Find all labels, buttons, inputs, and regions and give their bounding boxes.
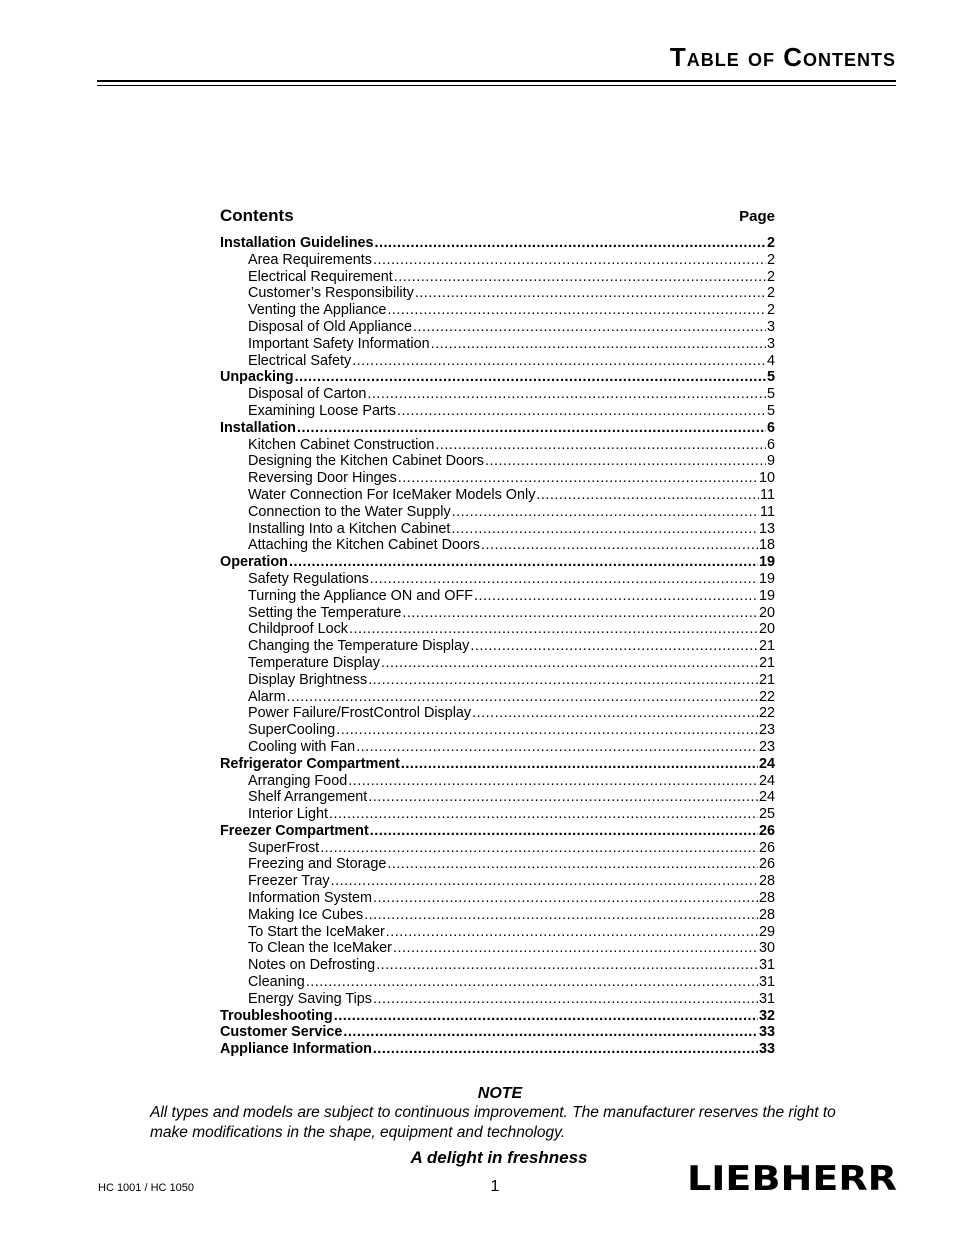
toc-entry-page: 28 <box>758 906 775 923</box>
toc-entry-page: 5 <box>766 369 775 386</box>
toc-entry-page: 2 <box>766 302 775 319</box>
dot-leader <box>481 537 758 554</box>
dot-leader <box>367 386 766 403</box>
dot-leader <box>373 890 758 907</box>
toc-entry-page: 31 <box>758 990 775 1007</box>
toc-entry-label: Electrical Safety <box>248 352 352 369</box>
toc-entry-label: Freezing and Storage <box>248 856 387 873</box>
toc-entry-label: Freezer Tray <box>248 873 330 890</box>
dot-leader <box>289 554 758 571</box>
title-rule <box>97 80 896 86</box>
dot-leader <box>375 235 766 252</box>
toc-subsection-entry <box>220 789 775 806</box>
toc-subsection-entry <box>220 991 775 1008</box>
toc-subsection-entry <box>220 605 775 622</box>
toc-entry-page: 9 <box>766 453 775 470</box>
toc-entry-label: Kitchen Cabinet Construction <box>248 436 435 453</box>
toc-entry-label: Energy Saving Tips <box>248 990 372 1007</box>
toc-entry-page: 24 <box>758 772 775 789</box>
toc-entry-label: Information System <box>248 890 372 907</box>
page-number: 1 <box>490 1178 500 1195</box>
model-number: HC 1001 / HC 1050 <box>98 1182 194 1194</box>
toc-entry-page: 33 <box>758 1024 775 1041</box>
toc-entry-label: Shelf Arrangement <box>248 789 368 806</box>
dot-leader <box>329 806 758 823</box>
toc-entry-page: 28 <box>758 873 775 890</box>
dot-leader <box>386 924 758 941</box>
toc-entry-page: 31 <box>758 974 775 991</box>
toc-entry-page: 23 <box>758 722 775 739</box>
toc-section-entry <box>220 554 775 571</box>
toc-entry-page: 32 <box>758 1007 775 1024</box>
dot-leader <box>402 605 758 622</box>
dot-leader <box>451 521 758 538</box>
toc-entry-label: Operation <box>220 554 288 571</box>
toc-entry-page: 21 <box>758 671 775 688</box>
toc-entry-page: 21 <box>758 638 775 655</box>
toc-section-entry <box>220 235 775 252</box>
toc-entry-label: Interior Light <box>248 806 328 823</box>
toc-entry-page: 25 <box>758 806 775 823</box>
toc-section-entry <box>220 756 775 773</box>
toc-entry-label: Changing the Temperature Display <box>248 638 470 655</box>
toc-entry-page: 11 <box>760 503 775 520</box>
toc-subsection-entry <box>220 403 775 420</box>
toc-entry-label: Customer’s Responsibility <box>248 285 414 302</box>
toc-entry-page: 11 <box>760 486 775 503</box>
toc-subsection-entry <box>220 386 775 403</box>
dot-leader <box>331 873 758 890</box>
toc-subsection-entry <box>220 940 775 957</box>
dot-leader <box>393 940 758 957</box>
toc-entry-label: To Clean the IceMaker <box>248 940 392 957</box>
toc-subsection-entry <box>220 957 775 974</box>
toc-section-entry <box>220 1008 775 1025</box>
toc-subsection-entry <box>220 840 775 857</box>
dot-leader <box>536 487 759 504</box>
dot-leader <box>398 470 758 487</box>
toc-entry-page: 26 <box>758 839 775 856</box>
toc-entry-page: 2 <box>766 251 775 268</box>
toc-entry-label: Venting the Appliance <box>248 302 387 319</box>
toc-entry-label: Reversing Door Hinges <box>248 470 397 487</box>
toc-entry-label: Customer Service <box>220 1024 343 1041</box>
toc-entry-page: 18 <box>758 537 775 554</box>
toc-subsection-entry <box>220 504 775 521</box>
toc-entry-label: Troubleshooting <box>220 1007 333 1024</box>
logo-text: LIEBHERR <box>687 1163 897 1193</box>
toc-subsection-entry <box>220 521 775 538</box>
toc-entry-page: 2 <box>766 268 775 285</box>
toc-entry-page: 26 <box>758 822 775 839</box>
dot-leader <box>320 840 758 857</box>
toc-entry-label: Important Safety Information <box>248 335 430 352</box>
toc-entry-page: 20 <box>758 604 775 621</box>
toc-entry-label: Childproof Lock <box>248 621 348 638</box>
toc-section-entry <box>220 1024 775 1041</box>
toc-subsection-entry <box>220 269 775 286</box>
toc-entry-page: 22 <box>758 705 775 722</box>
toc-entry-label: Attaching the Kitchen Cabinet Doors <box>248 537 480 554</box>
toc-subsection-entry <box>220 285 775 302</box>
toc-list <box>220 235 775 1058</box>
toc-subsection-entry <box>220 336 775 353</box>
toc-entry-label: Disposal of Old Appliance <box>248 318 412 335</box>
contents-heading: Contents <box>220 206 294 225</box>
toc-subsection-entry <box>220 705 775 722</box>
toc-entry-label: Safety Regulations <box>248 570 369 587</box>
toc-entry-page: 28 <box>758 890 775 907</box>
dot-leader <box>373 991 758 1008</box>
dot-leader <box>394 269 766 286</box>
dot-leader <box>336 722 758 739</box>
toc-entry-page: 19 <box>758 570 775 587</box>
toc-subsection-entry <box>220 638 775 655</box>
toc-entry-label: Refrigerator Compartment <box>220 755 400 772</box>
dot-leader <box>287 689 758 706</box>
toc-entry-page: 26 <box>758 856 775 873</box>
toc-subsection-entry <box>220 806 775 823</box>
dot-leader <box>364 907 758 924</box>
toc-entry-label: Water Connection For IceMaker Models Only <box>248 486 536 503</box>
table-of-contents <box>220 206 775 1058</box>
dot-leader <box>352 353 766 370</box>
toc-entry-label: Turning the Appliance ON and OFF <box>248 587 474 604</box>
toc-entry-label: Appliance Information <box>220 1041 372 1058</box>
toc-entry-label: Connection to the Water Supply <box>248 503 451 520</box>
toc-entry-page: 31 <box>758 957 775 974</box>
toc-subsection-entry <box>220 621 775 638</box>
dot-leader <box>387 856 758 873</box>
toc-subsection-entry <box>220 773 775 790</box>
toc-entry-label: SuperFrost <box>248 839 320 856</box>
toc-entry-page: 24 <box>758 755 775 772</box>
toc-entry-label: Disposal of Carton <box>248 386 367 403</box>
toc-entry-label: Unpacking <box>220 369 294 386</box>
toc-subsection-entry <box>220 571 775 588</box>
dot-leader <box>368 672 758 689</box>
dot-leader <box>413 319 766 336</box>
toc-entry-label: Notes on Defrosting <box>248 957 376 974</box>
dot-leader <box>435 437 766 454</box>
dot-leader <box>306 974 758 991</box>
dot-leader <box>397 403 766 420</box>
toc-entry-page: 21 <box>758 654 775 671</box>
toc-entry-page: 2 <box>766 285 775 302</box>
toc-entry-page: 6 <box>766 419 775 436</box>
toc-entry-page: 3 <box>766 318 775 335</box>
dot-leader <box>470 638 758 655</box>
toc-subsection-entry <box>220 907 775 924</box>
toc-subsection-entry <box>220 453 775 470</box>
toc-entry-page: 19 <box>758 554 775 571</box>
toc-subsection-entry <box>220 302 775 319</box>
dot-leader <box>376 957 758 974</box>
toc-entry-page: 4 <box>766 352 775 369</box>
toc-section-entry <box>220 369 775 386</box>
toc-entry-label: Electrical Requirement <box>248 268 393 285</box>
toc-entry-label: Alarm <box>248 688 286 705</box>
toc-subsection-entry <box>220 487 775 504</box>
toc-subsection-entry <box>220 319 775 336</box>
toc-subsection-entry <box>220 588 775 605</box>
toc-entry-page: 5 <box>766 386 775 403</box>
dot-leader <box>415 285 766 302</box>
toc-entry-page: 19 <box>758 587 775 604</box>
toc-subsection-entry <box>220 974 775 991</box>
toc-entry-page: 23 <box>758 738 775 755</box>
toc-entry-page: 13 <box>758 520 775 537</box>
dot-leader <box>401 756 758 773</box>
toc-subsection-entry <box>220 252 775 269</box>
toc-entry-label: Cleaning <box>248 974 305 991</box>
dot-leader <box>295 369 766 386</box>
dot-leader <box>349 621 758 638</box>
dot-leader <box>474 588 758 605</box>
toc-subsection-entry <box>220 353 775 370</box>
dot-leader <box>356 739 758 756</box>
toc-section-entry <box>220 420 775 437</box>
toc-entry-label: Power Failure/FrostControl Display <box>248 705 472 722</box>
note-heading: NOTE <box>477 1085 523 1102</box>
dot-leader <box>431 336 766 353</box>
toc-entry-label: Display Brightness <box>248 671 368 688</box>
tagline: A delight in freshness <box>410 1148 588 1167</box>
toc-entry-label: Temperature Display <box>248 654 380 671</box>
dot-leader <box>370 571 758 588</box>
dot-leader <box>370 823 758 840</box>
toc-entry-label: Making Ice Cubes <box>248 906 364 923</box>
dot-leader <box>373 1041 758 1058</box>
toc-entry-page: 33 <box>758 1041 775 1058</box>
dot-leader <box>343 1024 758 1041</box>
toc-subsection-entry <box>220 655 775 672</box>
toc-entry-label: Installation <box>220 419 296 436</box>
toc-entry-page: 3 <box>766 335 775 352</box>
toc-subsection-entry <box>220 873 775 890</box>
toc-entry-label: To Start the IceMaker <box>248 923 385 940</box>
toc-entry-label: Cooling with Fan <box>248 738 356 755</box>
toc-entry-label: Designing the Kitchen Cabinet Doors <box>248 453 484 470</box>
toc-entry-page: 22 <box>758 688 775 705</box>
toc-entry-page: 29 <box>758 923 775 940</box>
toc-header <box>220 206 775 230</box>
toc-entry-label: Freezer Compartment <box>220 822 369 839</box>
toc-entry-label: Area Requirements <box>248 251 372 268</box>
dot-leader <box>452 504 759 521</box>
toc-entry-label: Examining Loose Parts <box>248 402 396 419</box>
dot-leader <box>381 655 758 672</box>
toc-subsection-entry <box>220 689 775 706</box>
toc-subsection-entry <box>220 470 775 487</box>
toc-entry-page: 2 <box>766 235 775 251</box>
page-column-heading: Page <box>739 208 775 225</box>
toc-entry-label: Arranging Food <box>248 772 348 789</box>
page-title: Table of Contents <box>669 42 896 72</box>
toc-entry-label: Installation Guidelines <box>220 235 374 251</box>
toc-subsection-entry <box>220 672 775 689</box>
toc-entry-page: 24 <box>758 789 775 806</box>
liebherr-logo <box>686 1163 898 1193</box>
toc-subsection-entry <box>220 437 775 454</box>
dot-leader <box>334 1008 758 1025</box>
dot-leader <box>297 420 766 437</box>
toc-subsection-entry <box>220 890 775 907</box>
toc-entry-label: Setting the Temperature <box>248 604 402 621</box>
toc-subsection-entry <box>220 924 775 941</box>
toc-entry-page: 5 <box>766 402 775 419</box>
toc-entry-page: 20 <box>758 621 775 638</box>
dot-leader <box>485 453 766 470</box>
toc-entry-label: SuperCooling <box>248 722 336 739</box>
toc-entry-page: 6 <box>766 436 775 453</box>
toc-subsection-entry <box>220 722 775 739</box>
toc-entry-page: 10 <box>758 470 775 487</box>
toc-subsection-entry <box>220 856 775 873</box>
dot-leader <box>373 252 766 269</box>
note-text: All types and models are subject to continuous improvement. The manufacturer reserves the right to make modifications in the shape, equipment and technology. <box>150 1104 836 1141</box>
toc-subsection-entry <box>220 537 775 554</box>
toc-section-entry <box>220 823 775 840</box>
dot-leader <box>348 773 758 790</box>
dot-leader <box>368 789 758 806</box>
dot-leader <box>387 302 766 319</box>
dot-leader <box>472 705 758 722</box>
toc-entry-label: Installing Into a Kitchen Cabinet <box>248 520 451 537</box>
toc-entry-page: 30 <box>758 940 775 957</box>
toc-section-entry <box>220 1041 775 1058</box>
toc-subsection-entry <box>220 739 775 756</box>
